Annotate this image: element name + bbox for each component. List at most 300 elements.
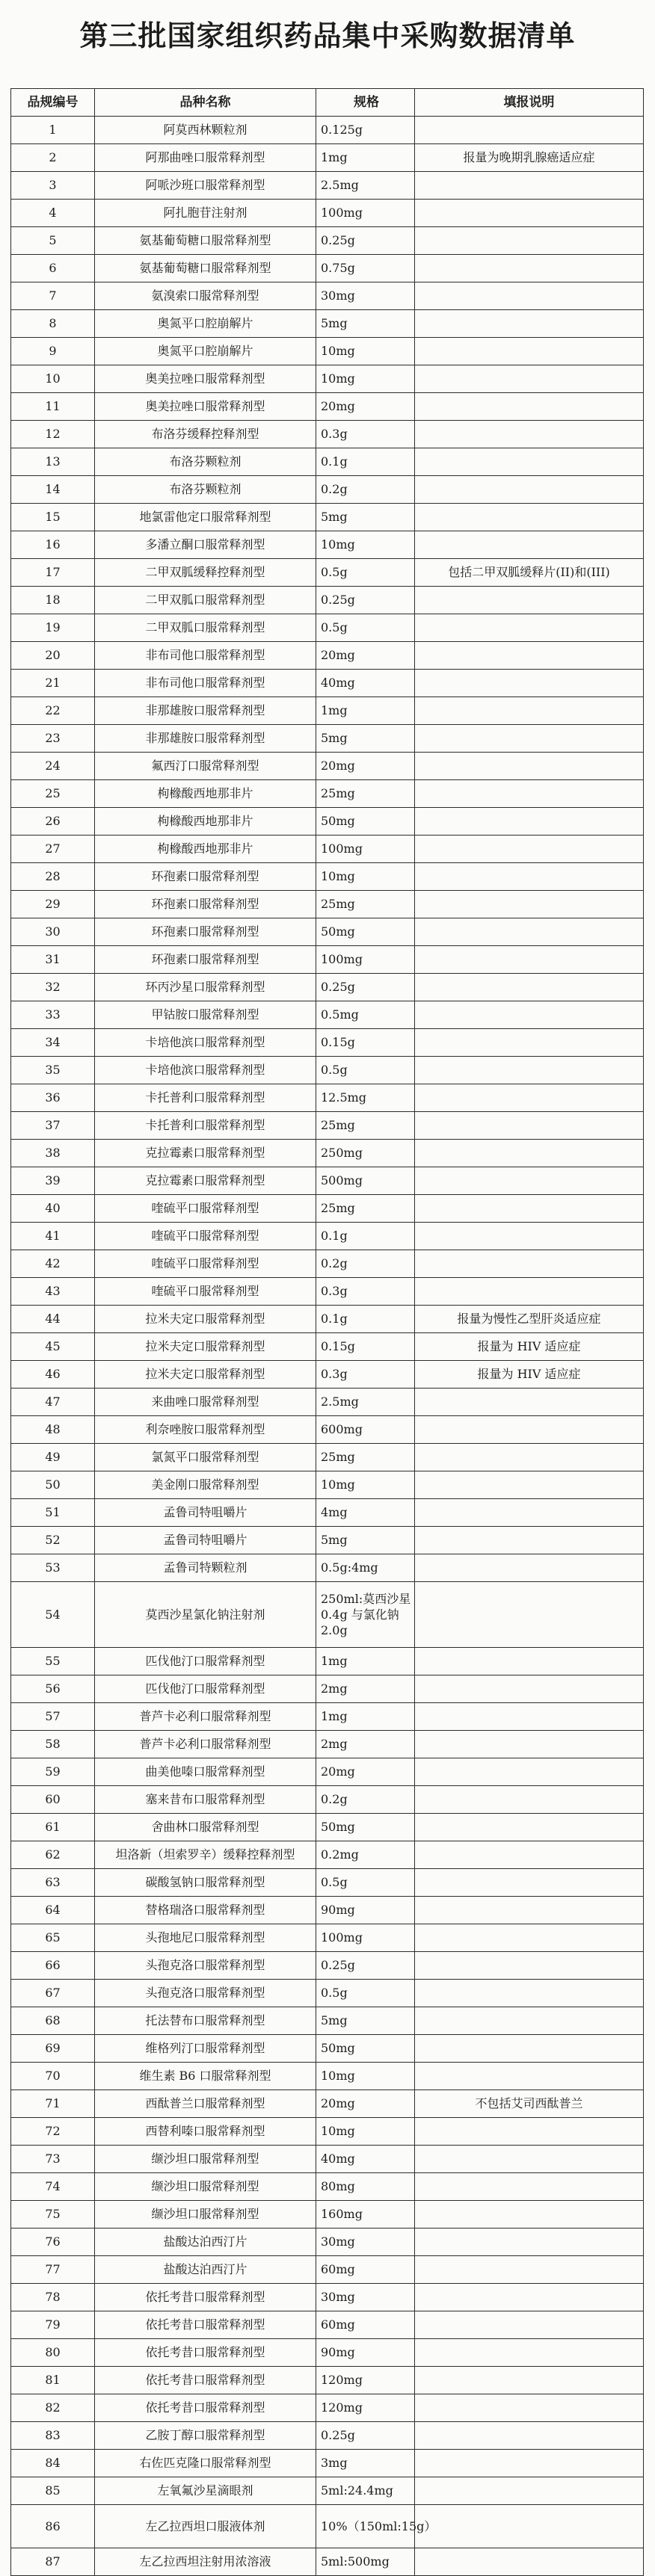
item-number-cell: 33 <box>11 1001 95 1029</box>
item-number-cell: 61 <box>11 1814 95 1841</box>
reporting-note-cell <box>415 1952 644 1980</box>
table-row <box>11 310 644 338</box>
item-number-cell: 76 <box>11 2228 95 2256</box>
specification-cell: 0.1g <box>316 448 415 476</box>
specification-cell: 5ml:24.4mg <box>316 2477 415 2505</box>
table-row <box>11 587 644 614</box>
table-row <box>11 172 644 200</box>
reporting-note-cell <box>415 2201 644 2228</box>
item-number-cell: 34 <box>11 1029 95 1057</box>
drug-name-cell: 左乙拉西坦注射用浓溶液 <box>95 2548 316 2576</box>
reporting-note-cell <box>415 338 644 365</box>
item-number-cell: 55 <box>11 1648 95 1675</box>
reporting-note-cell <box>415 393 644 421</box>
reporting-note-cell: 包括二甲双胍缓释片(II)和(III) <box>415 559 644 587</box>
specification-cell: 0.25g <box>316 2422 415 2450</box>
specification-cell: 0.25g <box>316 1952 415 1980</box>
reporting-note-cell <box>415 2394 644 2422</box>
item-number-cell: 4 <box>11 200 95 227</box>
table-row <box>11 2256 644 2284</box>
specification-cell: 20mg <box>316 2090 415 2118</box>
specification-cell: 40mg <box>316 670 415 697</box>
item-number-cell: 28 <box>11 863 95 891</box>
specification-cell: 500mg <box>316 1167 415 1195</box>
drug-name-cell: 卡培他滨口服常释剂型 <box>95 1057 316 1084</box>
drug-name-cell: 卡托普利口服常释剂型 <box>95 1112 316 1140</box>
specification-cell: 0.15g <box>316 1029 415 1057</box>
reporting-note-cell: 报量为慢性乙型肝炎适应症 <box>415 1306 644 1333</box>
item-number-cell: 16 <box>11 531 95 559</box>
specification-cell: 90mg <box>316 2339 415 2367</box>
drug-name-cell: 非布司他口服常释剂型 <box>95 670 316 697</box>
specification-cell: 40mg <box>316 2146 415 2173</box>
reporting-note-cell <box>415 2146 644 2173</box>
item-number-cell: 42 <box>11 1250 95 1278</box>
drug-name-cell: 环孢素口服常释剂型 <box>95 863 316 891</box>
specification-cell: 0.3g <box>316 1361 415 1389</box>
table-row <box>11 2173 644 2201</box>
drug-name-cell: 普芦卡必利口服常释剂型 <box>95 1703 316 1731</box>
item-number-cell: 19 <box>11 614 95 642</box>
table-row <box>11 255 644 282</box>
table-header-row <box>11 89 644 117</box>
item-number-cell: 63 <box>11 1869 95 1897</box>
reporting-note-cell <box>415 1416 644 1444</box>
table-row <box>11 117 644 144</box>
reporting-note-cell <box>415 1786 644 1814</box>
reporting-note-cell <box>415 1084 644 1112</box>
drug-name-cell: 美金刚口服常释剂型 <box>95 1471 316 1499</box>
table-row <box>11 2035 644 2063</box>
table-row <box>11 1001 644 1029</box>
table-row <box>11 2007 644 2035</box>
drug-name-cell: 依托考昔口服常释剂型 <box>95 2339 316 2367</box>
reporting-note-cell <box>415 227 644 255</box>
specification-cell: 10%（150ml:15g） <box>316 2505 415 2548</box>
reporting-note-cell <box>415 476 644 504</box>
item-number-cell: 14 <box>11 476 95 504</box>
reporting-note-cell <box>415 835 644 863</box>
specification-cell: 10mg <box>316 2063 415 2090</box>
specification-cell: 0.5mg <box>316 1001 415 1029</box>
specification-cell: 10mg <box>316 531 415 559</box>
reporting-note-cell <box>415 1029 644 1057</box>
table-row <box>11 1223 644 1250</box>
drug-name-cell: 阿莫西林颗粒剂 <box>95 117 316 144</box>
item-number-cell: 46 <box>11 1361 95 1389</box>
reporting-note-cell: 报量为 HIV 适应症 <box>415 1361 644 1389</box>
drug-name-cell: 非那雄胺口服常释剂型 <box>95 725 316 753</box>
specification-cell: 10mg <box>316 863 415 891</box>
item-number-cell: 81 <box>11 2367 95 2394</box>
item-number-cell: 67 <box>11 1980 95 2007</box>
table-row <box>11 697 644 725</box>
table-row <box>11 974 644 1001</box>
drug-name-cell: 卡培他滨口服常释剂型 <box>95 1029 316 1057</box>
item-number-cell: 83 <box>11 2422 95 2450</box>
specification-cell: 60mg <box>316 2256 415 2284</box>
reporting-note-cell <box>415 1675 644 1703</box>
drug-name-cell: 布洛芬颗粒剂 <box>95 476 316 504</box>
item-number-cell: 78 <box>11 2284 95 2311</box>
item-number-cell: 35 <box>11 1057 95 1084</box>
drug-name-cell: 喹硫平口服常释剂型 <box>95 1223 316 1250</box>
table-row <box>11 780 644 808</box>
item-number-cell: 7 <box>11 282 95 310</box>
item-number-cell: 49 <box>11 1444 95 1471</box>
drug-name-cell: 依托考昔口服常释剂型 <box>95 2394 316 2422</box>
reporting-note-cell <box>415 1841 644 1869</box>
table-row <box>11 338 644 365</box>
drug-name-cell: 氨溴索口服常释剂型 <box>95 282 316 310</box>
table-row <box>11 2090 644 2118</box>
table-row <box>11 2548 644 2576</box>
table-row <box>11 1471 644 1499</box>
drug-name-cell: 曲美他嗪口服常释剂型 <box>95 1758 316 1786</box>
specification-cell: 50mg <box>316 808 415 835</box>
item-number-cell: 58 <box>11 1731 95 1758</box>
header-item-number: 品规编号 <box>11 89 95 117</box>
table-row <box>11 835 644 863</box>
specification-cell: 0.2g <box>316 1250 415 1278</box>
specification-cell: 5ml:500mg <box>316 2548 415 2576</box>
table-row <box>11 476 644 504</box>
item-number-cell: 69 <box>11 2035 95 2063</box>
drug-name-cell: 西替利嗪口服常释剂型 <box>95 2118 316 2146</box>
specification-cell: 30mg <box>316 282 415 310</box>
drug-name-cell: 非那雄胺口服常释剂型 <box>95 697 316 725</box>
reporting-note-cell <box>415 946 644 974</box>
reporting-note-cell <box>415 504 644 531</box>
table-row <box>11 2228 644 2256</box>
reporting-note-cell <box>415 421 644 448</box>
drug-name-cell: 维生素 B6 口服常释剂型 <box>95 2063 316 2090</box>
item-number-cell: 38 <box>11 1140 95 1167</box>
reporting-note-cell <box>415 1112 644 1140</box>
reporting-note-cell: 报量为晚期乳腺癌适应症 <box>415 144 644 172</box>
reporting-note-cell <box>415 1924 644 1952</box>
table-row <box>11 2146 644 2173</box>
specification-cell: 25mg <box>316 1112 415 1140</box>
item-number-cell: 77 <box>11 2256 95 2284</box>
drug-name-cell: 枸橼酸西地那非片 <box>95 835 316 863</box>
table-row <box>11 725 644 753</box>
reporting-note-cell <box>415 1250 644 1278</box>
item-number-cell: 3 <box>11 172 95 200</box>
table-row <box>11 946 644 974</box>
reporting-note-cell <box>415 2228 644 2256</box>
table-row <box>11 1389 644 1416</box>
drug-name-cell: 来曲唑口服常释剂型 <box>95 1389 316 1416</box>
specification-cell: 5mg <box>316 725 415 753</box>
item-number-cell: 31 <box>11 946 95 974</box>
item-number-cell: 48 <box>11 1416 95 1444</box>
specification-cell: 20mg <box>316 393 415 421</box>
specification-cell: 100mg <box>316 835 415 863</box>
item-number-cell: 41 <box>11 1223 95 1250</box>
drug-name-cell: 拉米夫定口服常释剂型 <box>95 1361 316 1389</box>
drug-name-cell: 孟鲁司特咀嚼片 <box>95 1499 316 1527</box>
table-row <box>11 614 644 642</box>
table-body <box>11 117 644 2576</box>
table-row <box>11 670 644 697</box>
drug-name-cell: 右佐匹克隆口服常释剂型 <box>95 2450 316 2477</box>
reporting-note-cell <box>415 2035 644 2063</box>
reporting-note-cell: 报量为 HIV 适应症 <box>415 1333 644 1361</box>
table-row <box>11 1112 644 1140</box>
table-row <box>11 1924 644 1952</box>
specification-cell: 50mg <box>316 2035 415 2063</box>
specification-cell: 0.125g <box>316 117 415 144</box>
specification-cell: 25mg <box>316 1195 415 1223</box>
specification-cell: 0.1g <box>316 1306 415 1333</box>
table-row <box>11 1648 644 1675</box>
reporting-note-cell <box>415 310 644 338</box>
reporting-note-cell <box>415 365 644 393</box>
reporting-note-cell <box>415 1389 644 1416</box>
specification-cell: 250mg <box>316 1140 415 1167</box>
specification-cell: 0.5g <box>316 1980 415 2007</box>
specification-cell: 120mg <box>316 2394 415 2422</box>
specification-cell: 90mg <box>316 1897 415 1924</box>
table-row <box>11 808 644 835</box>
drug-name-cell: 卡托普利口服常释剂型 <box>95 1084 316 1112</box>
specification-cell: 3mg <box>316 2450 415 2477</box>
table-row <box>11 1527 644 1554</box>
specification-cell: 1mg <box>316 1703 415 1731</box>
specification-cell: 60mg <box>316 2311 415 2339</box>
reporting-note-cell <box>415 1980 644 2007</box>
item-number-cell: 45 <box>11 1333 95 1361</box>
item-number-cell: 84 <box>11 2450 95 2477</box>
drug-name-cell: 氯氮平口服常释剂型 <box>95 1444 316 1471</box>
drug-name-cell: 托法替布口服常释剂型 <box>95 2007 316 2035</box>
drug-name-cell: 乙胺丁醇口服常释剂型 <box>95 2422 316 2450</box>
specification-cell: 1mg <box>316 697 415 725</box>
drug-name-cell: 孟鲁司特咀嚼片 <box>95 1527 316 1554</box>
drug-list-table <box>10 88 644 2576</box>
reporting-note-cell <box>415 642 644 670</box>
table-row <box>11 1250 644 1278</box>
drug-name-cell: 缬沙坦口服常释剂型 <box>95 2173 316 2201</box>
table-row <box>11 1195 644 1223</box>
drug-name-cell: 西酞普兰口服常释剂型 <box>95 2090 316 2118</box>
specification-cell: 1mg <box>316 144 415 172</box>
reporting-note-cell <box>415 808 644 835</box>
specification-cell: 5mg <box>316 1527 415 1554</box>
table-row <box>11 2201 644 2228</box>
reporting-note-cell <box>415 282 644 310</box>
reporting-note-cell <box>415 255 644 282</box>
reporting-note-cell <box>415 1703 644 1731</box>
drug-name-cell: 普芦卡必利口服常释剂型 <box>95 1731 316 1758</box>
drug-name-cell: 氨基葡萄糖口服常释剂型 <box>95 255 316 282</box>
table-row <box>11 1029 644 1057</box>
drug-name-cell: 头孢克洛口服常释剂型 <box>95 1952 316 1980</box>
specification-cell: 50mg <box>316 918 415 946</box>
table-row <box>11 1758 644 1786</box>
item-number-cell: 6 <box>11 255 95 282</box>
drug-name-cell: 奥氮平口腔崩解片 <box>95 310 316 338</box>
reporting-note-cell <box>415 2118 644 2146</box>
table-row <box>11 2422 644 2450</box>
table-row <box>11 1841 644 1869</box>
specification-cell: 10mg <box>316 338 415 365</box>
table-row <box>11 1786 644 1814</box>
specification-cell: 25mg <box>316 780 415 808</box>
table-row <box>11 200 644 227</box>
reporting-note-cell <box>415 614 644 642</box>
table-row <box>11 282 644 310</box>
specification-cell: 0.75g <box>316 255 415 282</box>
table-row <box>11 2311 644 2339</box>
table-row <box>11 2339 644 2367</box>
specification-cell: 120mg <box>316 2367 415 2394</box>
drug-name-cell: 依托考昔口服常释剂型 <box>95 2284 316 2311</box>
drug-name-cell: 左乙拉西坦口服液体剂 <box>95 2505 316 2548</box>
reporting-note-cell <box>415 448 644 476</box>
reporting-note-cell <box>415 2477 644 2505</box>
item-number-cell: 64 <box>11 1897 95 1924</box>
specification-cell: 0.1g <box>316 1223 415 1250</box>
reporting-note-cell <box>415 117 644 144</box>
table-row <box>11 918 644 946</box>
table-row <box>11 863 644 891</box>
drug-name-cell: 克拉霉素口服常释剂型 <box>95 1140 316 1167</box>
drug-name-cell: 缬沙坦口服常释剂型 <box>95 2201 316 2228</box>
drug-name-cell: 依托考昔口服常释剂型 <box>95 2311 316 2339</box>
reporting-note-cell <box>415 1897 644 1924</box>
item-number-cell: 80 <box>11 2339 95 2367</box>
table-row <box>11 753 644 780</box>
item-number-cell: 43 <box>11 1278 95 1306</box>
drug-name-cell: 喹硫平口服常释剂型 <box>95 1195 316 1223</box>
specification-cell: 5mg <box>316 2007 415 2035</box>
item-number-cell: 66 <box>11 1952 95 1980</box>
specification-cell: 2.5mg <box>316 1389 415 1416</box>
drug-name-cell: 氨基葡萄糖口服常释剂型 <box>95 227 316 255</box>
specification-cell: 0.2g <box>316 1786 415 1814</box>
specification-cell: 100mg <box>316 1924 415 1952</box>
drug-name-cell: 奥氮平口腔崩解片 <box>95 338 316 365</box>
specification-cell: 4mg <box>316 1499 415 1527</box>
reporting-note-cell <box>415 1278 644 1306</box>
drug-name-cell: 喹硫平口服常释剂型 <box>95 1278 316 1306</box>
reporting-note-cell <box>415 974 644 1001</box>
table-row <box>11 2450 644 2477</box>
specification-cell: 30mg <box>316 2228 415 2256</box>
specification-cell: 30mg <box>316 2284 415 2311</box>
item-number-cell: 85 <box>11 2477 95 2505</box>
specification-cell: 0.3g <box>316 1278 415 1306</box>
table-row <box>11 1952 644 1980</box>
reporting-note-cell <box>415 531 644 559</box>
item-number-cell: 37 <box>11 1112 95 1140</box>
drug-name-cell: 甲钴胺口服常释剂型 <box>95 1001 316 1029</box>
drug-name-cell: 地氯雷他定口服常释剂型 <box>95 504 316 531</box>
item-number-cell: 13 <box>11 448 95 476</box>
specification-cell: 250ml:莫西沙星 0.4g 与氯化钠 2.0g <box>316 1582 415 1648</box>
item-number-cell: 57 <box>11 1703 95 1731</box>
drug-name-cell: 环孢素口服常释剂型 <box>95 946 316 974</box>
reporting-note-cell <box>415 587 644 614</box>
specification-cell: 0.5g <box>316 559 415 587</box>
specification-cell: 10mg <box>316 1471 415 1499</box>
reporting-note-cell <box>415 2450 644 2477</box>
drug-name-cell: 缬沙坦口服常释剂型 <box>95 2146 316 2173</box>
drug-name-cell: 依托考昔口服常释剂型 <box>95 2367 316 2394</box>
table-row <box>11 1140 644 1167</box>
drug-name-cell: 二甲双胍缓释控释剂型 <box>95 559 316 587</box>
drug-name-cell: 阿哌沙班口服常释剂型 <box>95 172 316 200</box>
reporting-note-cell <box>415 200 644 227</box>
item-number-cell: 23 <box>11 725 95 753</box>
item-number-cell: 40 <box>11 1195 95 1223</box>
drug-name-cell: 奥美拉唑口服常释剂型 <box>95 393 316 421</box>
reporting-note-cell <box>415 2367 644 2394</box>
drug-name-cell: 坦洛新（坦索罗辛）缓释控释剂型 <box>95 1841 316 1869</box>
specification-cell: 25mg <box>316 1444 415 1471</box>
table-row <box>11 1444 644 1471</box>
reporting-note-cell <box>415 2173 644 2201</box>
table-row <box>11 2367 644 2394</box>
table-row <box>11 1703 644 1731</box>
reporting-note-cell <box>415 2284 644 2311</box>
drug-name-cell: 替格瑞洛口服常释剂型 <box>95 1897 316 1924</box>
reporting-note-cell <box>415 918 644 946</box>
item-number-cell: 8 <box>11 310 95 338</box>
drug-name-cell: 匹伐他汀口服常释剂型 <box>95 1675 316 1703</box>
table-row <box>11 1306 644 1333</box>
drug-name-cell: 左氧氟沙星滴眼剂 <box>95 2477 316 2505</box>
item-number-cell: 21 <box>11 670 95 697</box>
table-row <box>11 531 644 559</box>
table-row <box>11 2505 644 2548</box>
specification-cell: 10mg <box>316 2118 415 2146</box>
item-number-cell: 59 <box>11 1758 95 1786</box>
table-row <box>11 1333 644 1361</box>
item-number-cell: 52 <box>11 1527 95 1554</box>
specification-cell: 160mg <box>316 2201 415 2228</box>
table-row <box>11 1057 644 1084</box>
item-number-cell: 51 <box>11 1499 95 1527</box>
reporting-note-cell <box>415 1195 644 1223</box>
reporting-note-cell <box>415 1758 644 1786</box>
drug-name-cell: 拉米夫定口服常释剂型 <box>95 1306 316 1333</box>
reporting-note-cell <box>415 2339 644 2367</box>
item-number-cell: 53 <box>11 1554 95 1582</box>
reporting-note-cell <box>415 2063 644 2090</box>
table-row <box>11 1980 644 2007</box>
item-number-cell: 70 <box>11 2063 95 2090</box>
reporting-note-cell <box>415 172 644 200</box>
item-number-cell: 11 <box>11 393 95 421</box>
drug-name-cell: 氟西汀口服常释剂型 <box>95 753 316 780</box>
specification-cell: 0.25g <box>316 587 415 614</box>
item-number-cell: 24 <box>11 753 95 780</box>
specification-cell: 50mg <box>316 1814 415 1841</box>
specification-cell: 20mg <box>316 642 415 670</box>
item-number-cell: 73 <box>11 2146 95 2173</box>
item-number-cell: 72 <box>11 2118 95 2146</box>
item-number-cell: 26 <box>11 808 95 835</box>
reporting-note-cell <box>415 2311 644 2339</box>
reporting-note-cell <box>415 2256 644 2284</box>
item-number-cell: 30 <box>11 918 95 946</box>
drug-name-cell: 奥美拉唑口服常释剂型 <box>95 365 316 393</box>
specification-cell: 0.2g <box>316 476 415 504</box>
drug-name-cell: 匹伐他汀口服常释剂型 <box>95 1648 316 1675</box>
